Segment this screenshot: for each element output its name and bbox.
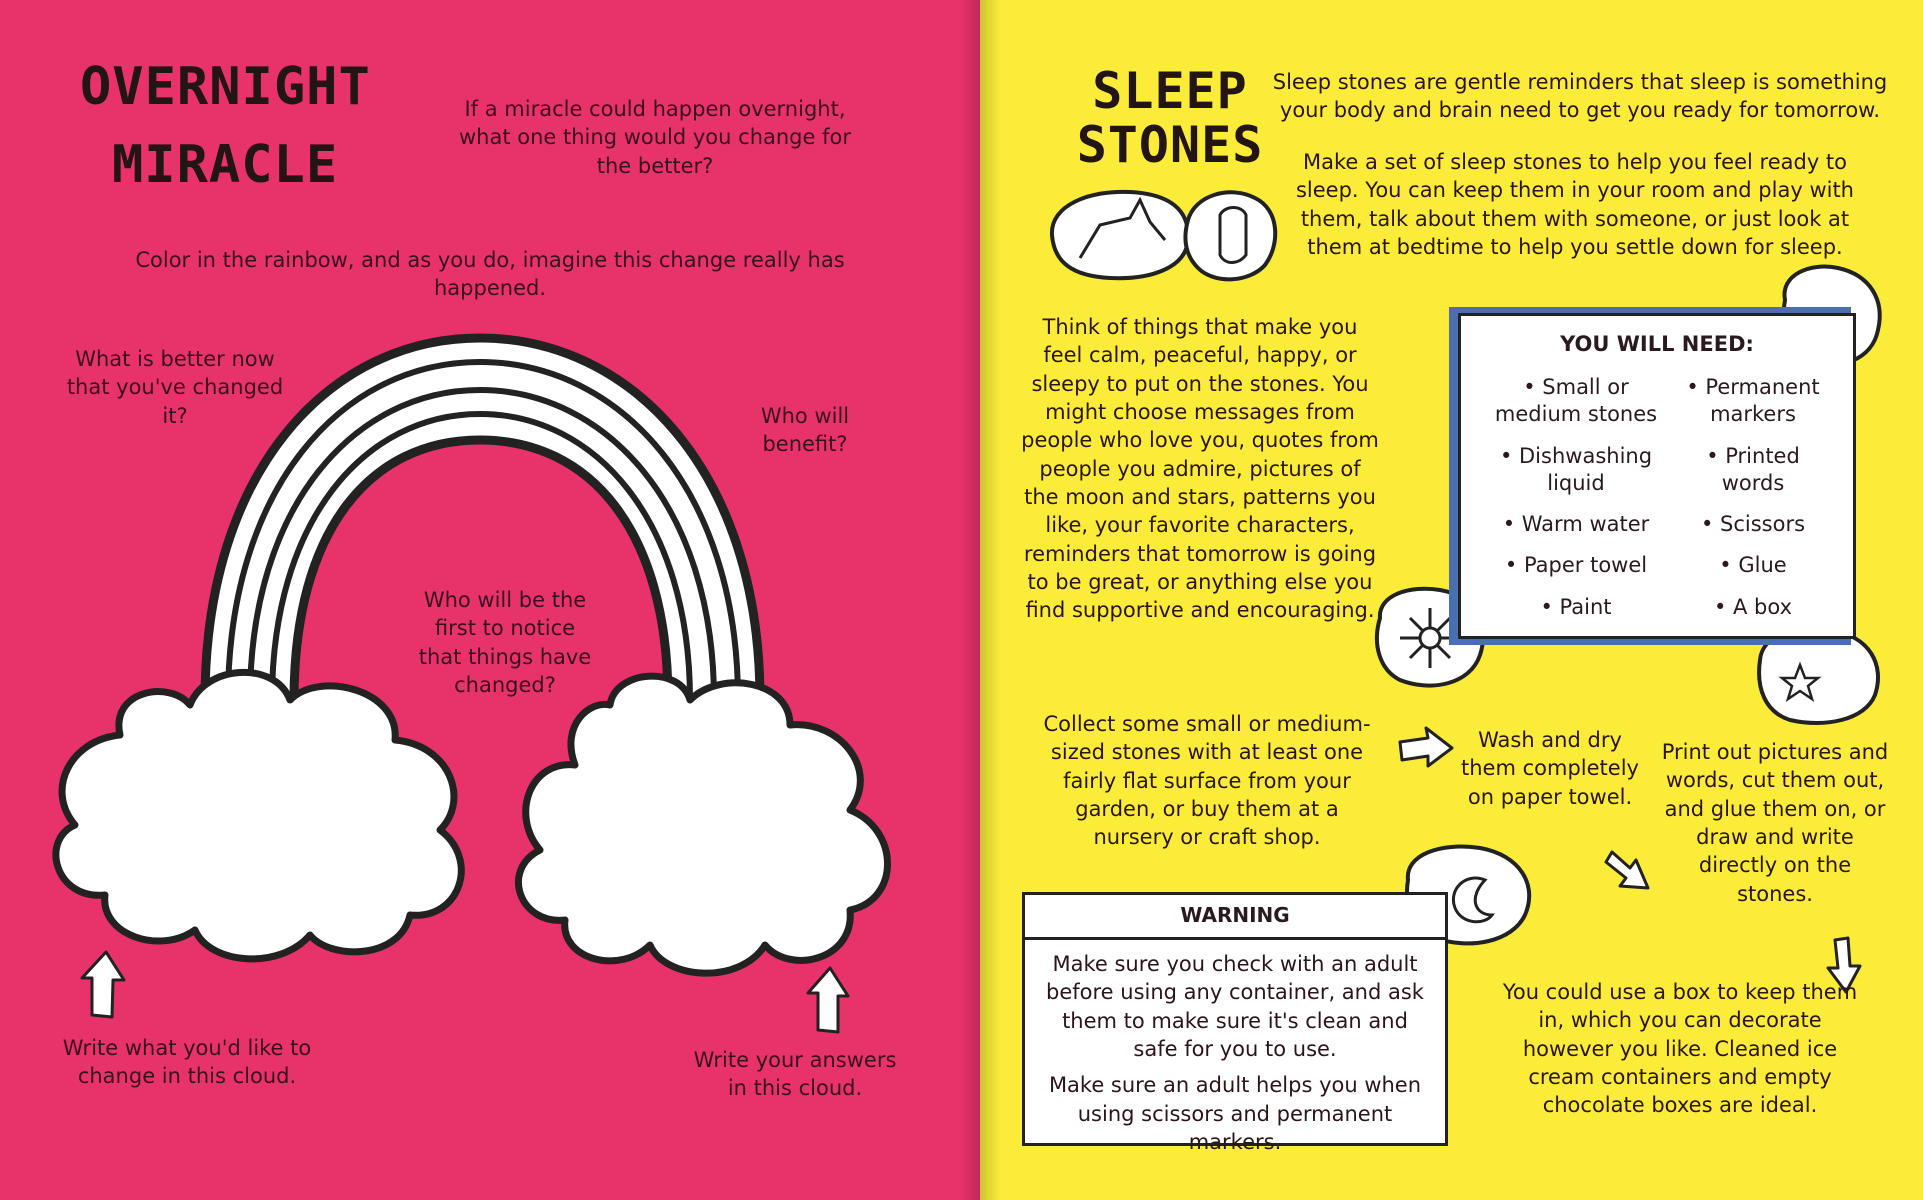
sleep-intro-2: Make a set of sleep stones to help you feel ready to sleep. You can keep them in your room and play with them, talk about them with someone, or just look at them at bedtime to help you settle down for sleep. (1295, 150, 1854, 260)
step-box: You could use a box to keep them in, which you can decorate however you like. Cleaned ice cream containers and empty chocolate boxes are ideal. (1502, 980, 1858, 1118)
need-box (1458, 313, 1856, 639)
need-item: • Permanent markers (1673, 374, 1833, 429)
step-collect: Collect some small or medium-sized stones with at least one fairly flat surface from your garden, or buy them at a nursery or craft shop. (1043, 712, 1371, 850)
warning-box (1022, 892, 1448, 1155)
need-item: • Paint (1481, 594, 1671, 621)
need-heading: YOU WILL NEED: (1560, 332, 1754, 356)
step-wash: Wash and dry them completely on paper towel. (1461, 728, 1639, 809)
miracle-question: If a miracle could happen overnight, what one thing would you change for the better? (459, 97, 851, 178)
think-text: Think of things that make you feel calm, peaceful, happy, or sleepy to put on the stones. You might choose messages from people who love you, quotes from people you admire, pictures of the moon and stars, patterns you like, your favorite characters, reminders that tomorrow is going to be great, or anything else you find supportive and encouraging. (1021, 315, 1379, 623)
arrow-right-icon (1400, 728, 1452, 766)
book-gutter (960, 0, 1000, 1200)
warning-text-2: Make sure an adult helps you when using scissors and permanent markers. (1048, 1073, 1422, 1155)
step-print: Print out pictures and words, cut them out, and glue them on, or draw and write directly on the stones. (1661, 740, 1889, 906)
arrow-up-left-icon (82, 952, 124, 1017)
penguin-stone-icon (1185, 192, 1275, 279)
warning-text-1: Make sure you check with an adult before using any container, and ask them to make sure it's clean and safe for you to use. (1046, 952, 1424, 1062)
need-item: • Dishwashing liquid (1481, 443, 1671, 498)
need-item: • Small or medium stones (1481, 374, 1671, 429)
overnight-title-line2: MIRACLE (112, 135, 339, 195)
right-cloud (518, 676, 887, 973)
need-list-col1 (1481, 374, 1671, 635)
rainbow-instruction: Color in the rainbow, and as you do, imagine this change really has happened. (135, 248, 845, 301)
right-page (980, 0, 1923, 1200)
need-item: • Warm water (1481, 511, 1671, 538)
need-item: • Paper towel (1481, 552, 1671, 579)
prompt-better: What is better now that you've changed it? (66, 347, 284, 428)
need-list-col2 (1673, 374, 1833, 635)
sleep-intro: Sleep stones are gentle reminders that sleep is something your body and brain need to get you ready for tomorrow. (1272, 70, 1888, 123)
sleep-title-line2: STONES (1076, 116, 1264, 174)
prompt-benefit: Who will benefit? (760, 404, 850, 457)
need-item: • Printed words (1673, 443, 1833, 498)
warning-heading: WARNING (1025, 895, 1445, 940)
unicorn-stone-icon (1052, 192, 1188, 278)
prompt-notice: Who will be the first to notice that things have changed? (418, 588, 592, 698)
need-item: • A box (1673, 594, 1833, 621)
arrow-down-right-icon (1606, 852, 1648, 888)
need-item: • Scissors (1673, 511, 1833, 538)
caption-left-cloud: Write what you'd like to change in this cloud. (62, 1036, 312, 1089)
left-cloud (56, 672, 461, 959)
need-item: • Glue (1673, 552, 1833, 579)
sleep-title-line1: SLEEP (1092, 62, 1248, 120)
arrow-up-right-icon (808, 968, 848, 1032)
caption-right-cloud: Write your answers in this cloud. (693, 1048, 897, 1101)
overnight-title-line1: OVERNIGHT (80, 57, 371, 117)
